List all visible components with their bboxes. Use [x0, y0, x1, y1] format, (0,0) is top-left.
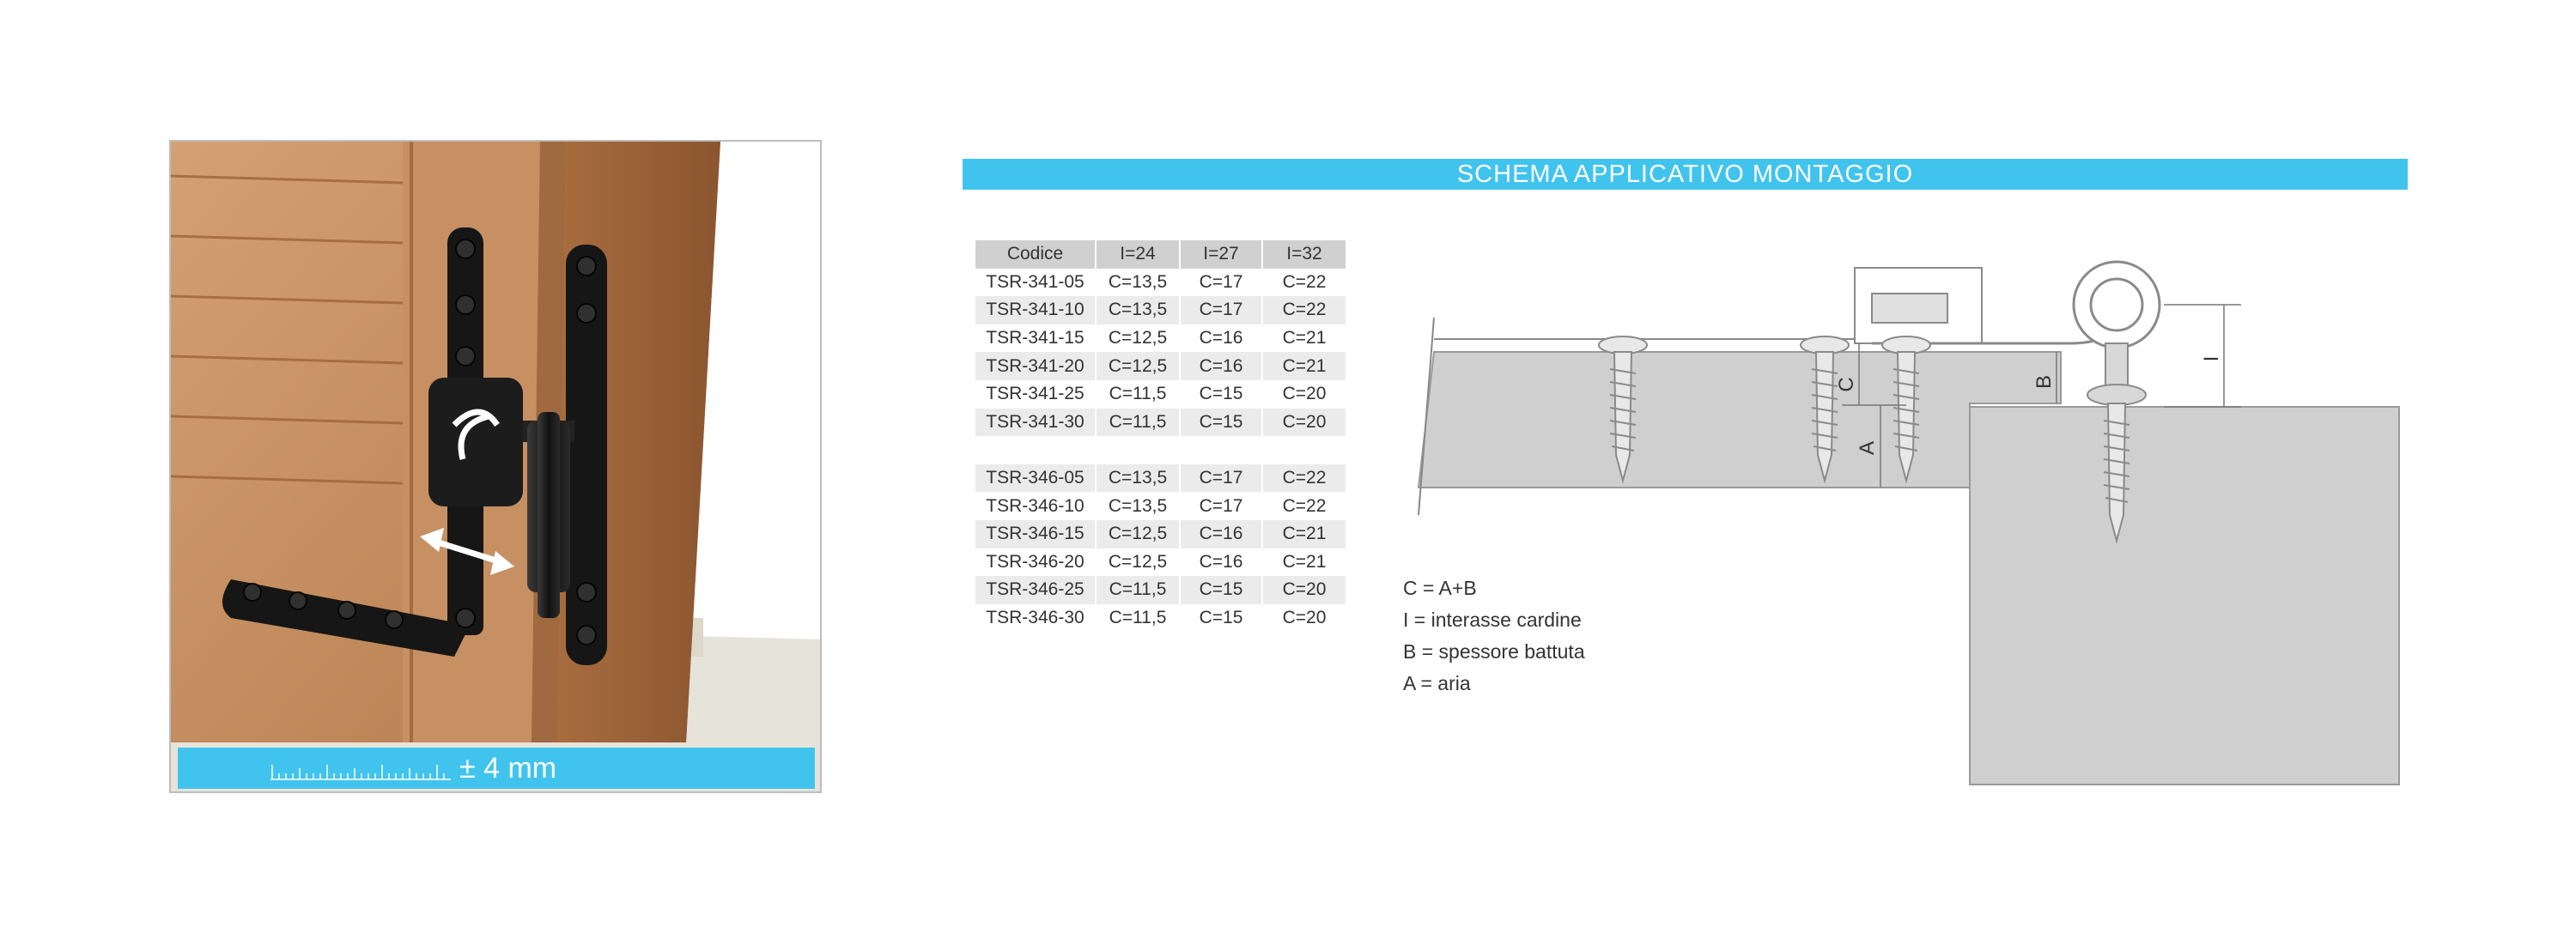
table-cell: C=20	[1262, 409, 1346, 437]
table-cell: C=11,5	[1096, 604, 1180, 633]
hinge-eye-inner	[2091, 279, 2142, 330]
table-cell: C=11,5	[1096, 576, 1180, 604]
table-cell: C=21	[1262, 324, 1346, 353]
table-cell: TSR-346-30	[975, 604, 1096, 633]
dimension-label-c: C	[1835, 377, 1858, 392]
table-row	[975, 576, 1346, 604]
table-row	[975, 269, 1346, 297]
table-cell: TSR-341-30	[975, 409, 1096, 437]
table-cell: TSR-346-15	[975, 520, 1096, 548]
table-row	[975, 352, 1346, 380]
table-cell: TSR-346-10	[975, 492, 1096, 520]
table-cell: C=11,5	[1096, 380, 1180, 409]
table-row	[975, 409, 1346, 437]
dimension-label-b: B	[2032, 374, 2056, 390]
table-cell: C=13,5	[1096, 269, 1180, 297]
wall-block	[1970, 407, 2399, 785]
dimension-label-i: I	[2200, 355, 2223, 362]
ruler-icon	[270, 756, 451, 780]
table-cell: TSR-346-20	[975, 548, 1096, 577]
table-cell: C=13,5	[1096, 296, 1180, 324]
shutter-board	[1419, 352, 2061, 488]
table-row	[975, 380, 1346, 409]
table-cell: C=20	[1262, 604, 1346, 633]
table-cell: TSR-341-25	[975, 380, 1096, 409]
table-cell: C=11,5	[1096, 409, 1180, 437]
title-banner	[963, 159, 2408, 190]
table-cell: C=13,5	[1096, 492, 1180, 520]
table-cell: C=17	[1180, 269, 1262, 297]
pin-shaft	[2105, 343, 2128, 391]
table-cell: C=12,5	[1096, 520, 1180, 548]
table-cell: C=20	[1262, 380, 1346, 409]
table-row	[975, 548, 1346, 577]
pin-collar	[2087, 385, 2146, 405]
table-cell: C=22	[1262, 296, 1346, 324]
header-cell: I=27	[1180, 240, 1262, 269]
table-cell: C=16	[1180, 520, 1262, 548]
table-spacer-row	[975, 436, 1346, 464]
table-cell: C=15	[1180, 380, 1262, 409]
header-cell: I=32	[1262, 240, 1346, 269]
table-row	[975, 520, 1346, 548]
table-cell: C=16	[1180, 324, 1262, 353]
hinge-adjuster	[1872, 294, 1947, 323]
table-cell: TSR-341-15	[975, 324, 1096, 353]
header-cell: I=24	[1096, 240, 1180, 269]
legend-line: B = spessore battuta	[1403, 640, 1585, 663]
table-cell: C=15	[1180, 576, 1262, 604]
table-cell: C=12,5	[1096, 352, 1180, 380]
table-header-row	[975, 240, 1346, 269]
table-cell: C=17	[1180, 464, 1262, 493]
tolerance-bar	[178, 748, 815, 789]
legend-line: C = A+B	[1403, 577, 1477, 599]
table-cell: C=16	[1180, 352, 1262, 380]
table-cell: C=21	[1262, 352, 1346, 380]
table-cell: C=13,5	[1096, 464, 1180, 493]
legend-line: A = aria	[1403, 672, 1471, 694]
table-row	[975, 464, 1346, 493]
table-cell: C=17	[1180, 492, 1262, 520]
header-cell: Codice	[975, 240, 1096, 269]
dimension-label-a: A	[1856, 440, 1879, 456]
table-cell: C=21	[1262, 548, 1346, 577]
table-cell: C=12,5	[1096, 324, 1180, 353]
table-row	[975, 296, 1346, 324]
table-cell: C=21	[1262, 520, 1346, 548]
table-cell: TSR-346-05	[975, 464, 1096, 493]
table-cell: TSR-341-05	[975, 269, 1096, 297]
table-cell: C=12,5	[1096, 548, 1180, 577]
table-cell: TSR-346-25	[975, 576, 1096, 604]
table-row	[975, 324, 1346, 353]
table-cell: C=17	[1180, 296, 1262, 324]
table-cell: C=15	[1180, 409, 1262, 437]
table-row	[975, 492, 1346, 520]
shutter-hinge-illustration	[171, 142, 822, 793]
mounting-diagram	[1357, 258, 2421, 807]
hinge-spec-table	[975, 240, 1347, 632]
table-cell: TSR-341-10	[975, 296, 1096, 324]
table-cell: C=20	[1262, 576, 1346, 604]
table-cell: C=22	[1262, 464, 1346, 493]
table-row	[975, 604, 1346, 633]
tolerance-label: ± 4 mm	[459, 752, 557, 785]
table-cell: C=22	[1262, 492, 1346, 520]
page-title: SCHEMA APPLICATIVO MONTAGGIO	[1456, 161, 1914, 188]
table-cell: C=16	[1180, 548, 1262, 577]
product-photo-panel	[169, 140, 822, 793]
table-cell: TSR-341-20	[975, 352, 1096, 380]
table-cell: C=15	[1180, 604, 1262, 633]
legend-line: I = interasse cardine	[1403, 609, 1582, 631]
table-cell: C=22	[1262, 269, 1346, 297]
